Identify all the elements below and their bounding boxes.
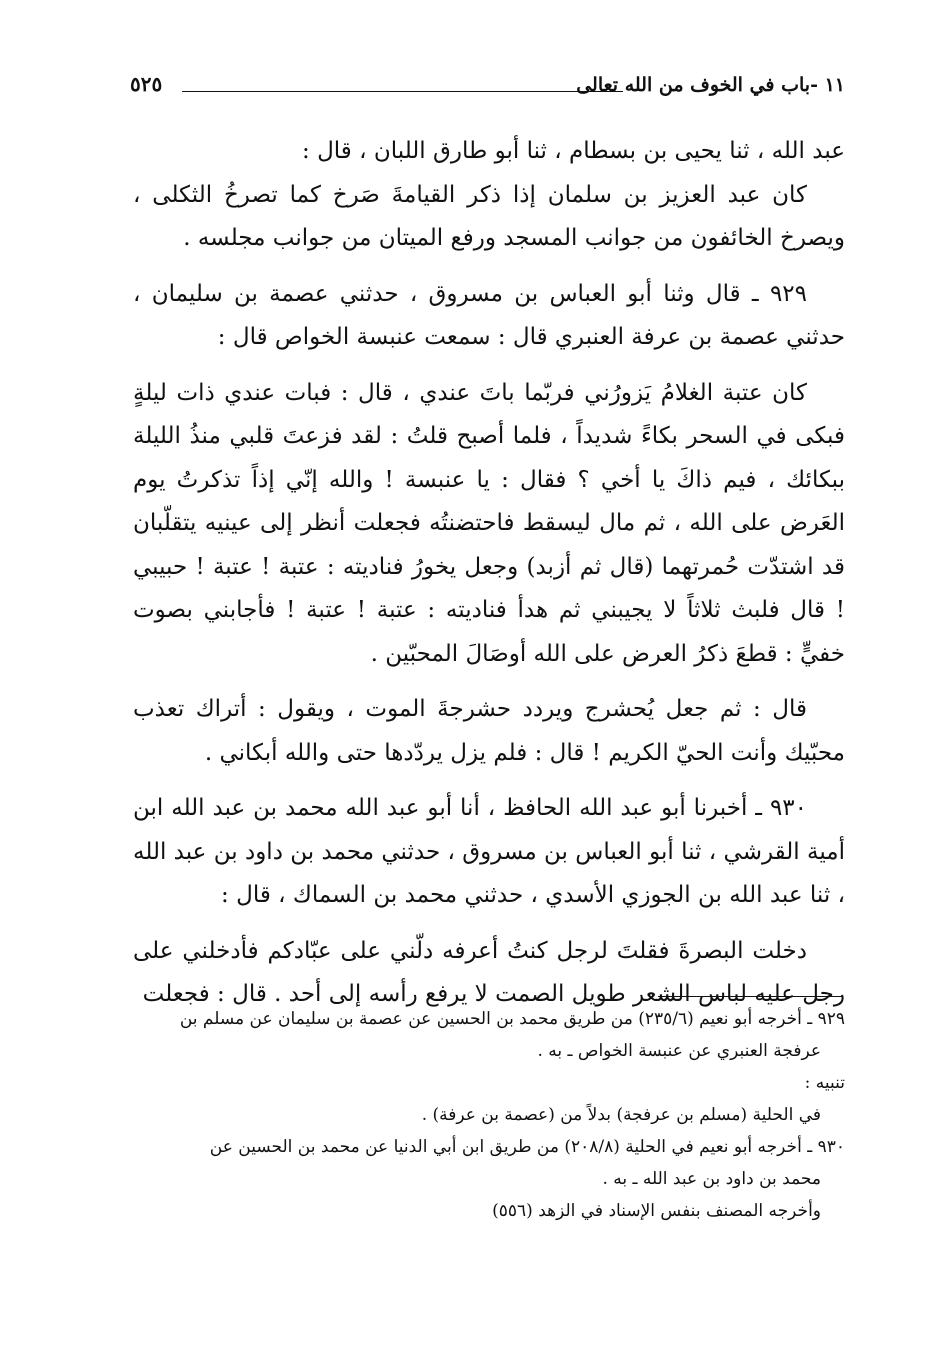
page-number: ٥٢٥ (130, 72, 163, 96)
footnote-note-text: في الحلية (مسلم بن عرفجة) بدلاً من (عصمة بن عرفة) . (421, 1105, 821, 1125)
footnote-note-label: تنبيه : (804, 1073, 845, 1093)
footnote-930: ٩٣٠ ـ أخرجه أبو نعيم في الحلية (٢٠٨/٨) من طريق ابن أبي الدنيا عن محمد بن الحسين عن (209, 1137, 845, 1157)
footnote-separator (658, 996, 843, 997)
paragraph-hadith-930-chain: ٩٣٠ ـ أخبرنا أبو عبد الله الحافظ ، أنا أبو عبد الله محمد بن عبد الله ابن أمية القرشي ، ثنا أبو العباس بن مسروق ، حدثني محمد بن داود بن عبد الله ، ثنا عبد الله بن الجوزي الأسدي ، حدثني محمد بن السماك ، قال : (133, 795, 845, 908)
paragraph-narration: قال : ثم جعل يُحشرج ويردد حشرجةَ الموت ، ويقول : أتراك تعذب محبّيك وأنت الحيّ الكريم ! قال : فلم يزل يردّدها حتى والله أبكاني . (133, 696, 845, 766)
paragraph-hadith-929-chain: ٩٢٩ ـ قال وثنا أبو العباس بن مسروق ، حدثني عصمة بن سليمان ، حدثني عصمة بن عرفة العنبري قال : سمعت عنبسة الخواص قال : (133, 280, 845, 350)
footnotes (140, 1005, 845, 1229)
paragraph-narration: دخلت البصرةَ فقلتَ لرجل كنتُ أعرفه دلّني على عبّادكم فأدخلني على رجل عليه لباس الشعر طويل الصمت لا يرفع رأسه إلى أحد . قال : فجعلت (133, 937, 845, 1007)
running-header (130, 68, 845, 104)
footnote-929-continuation: عرفجة العنبري عن عنبسة الخواص ـ به . (537, 1041, 821, 1061)
paragraph-chain-continuation: عبد الله ، ثنا يحيى بن بسطام ، ثنا أبو طارق اللبان ، قال : (302, 138, 845, 164)
footnote-930-extra: وأخرجه المصنف بنفس الإسناد في الزهد (٥٥٦) (492, 1201, 821, 1221)
main-text (133, 130, 845, 1029)
paragraph-narration: كان عبد العزيز بن سلمان إذا ذكر القيامةَ صَرخ كما تصرخُ الثكلى ، ويصرخ الخائفون من جوانب المسجد ورفع الميتان من جوانب مجلسه . (133, 181, 845, 251)
chapter-title: ١١ -باب في الخوف من الله تعالى (576, 74, 845, 96)
header-rule (182, 91, 623, 92)
footnote-930-continuation: محمد بن داود بن عبد الله ـ به . (602, 1169, 821, 1189)
paragraph-narration: كان عتبة الغلامُ يَزورُني فربّما باتَ عندي ، قال : فبات عندي ذات ليلةٍ فبكى في السحر بكاءً شديداً ، فلما أصبح قلتُ : لقد فزعتَ قلبي منذُ الليلة ببكائك ، فيم ذاكَ يا أخي ؟ فقال : يا عنبسة ! والله إنّي إذاً تذكرتُ يوم العَرض على الله ، ثم مال ليسقط فاحتضنتُه فجعلت أنظر إلى عينيه يتقلّبان قد اشتدّت حُمرتهما (قال ثم أزبد) وجعل يخورُ فناديته : عتبة ! عتبة ! حبيبي ! قال فلبث ثلاثاً لا يجيبني ثم هدأ فناديته : عتبة ! عتبة ! فأجابني بصوت خفيٍّ : قطعَ ذكرُ العرض على الله أوصَالَ المحبّين . (133, 379, 846, 667)
footnote-929: ٩٢٩ ـ أخرجه أبو نعيم (٢٣٥/٦) من طريق محمد بن الحسين عن عصمة بن سليمان عن مسلم بن (179, 1009, 845, 1029)
